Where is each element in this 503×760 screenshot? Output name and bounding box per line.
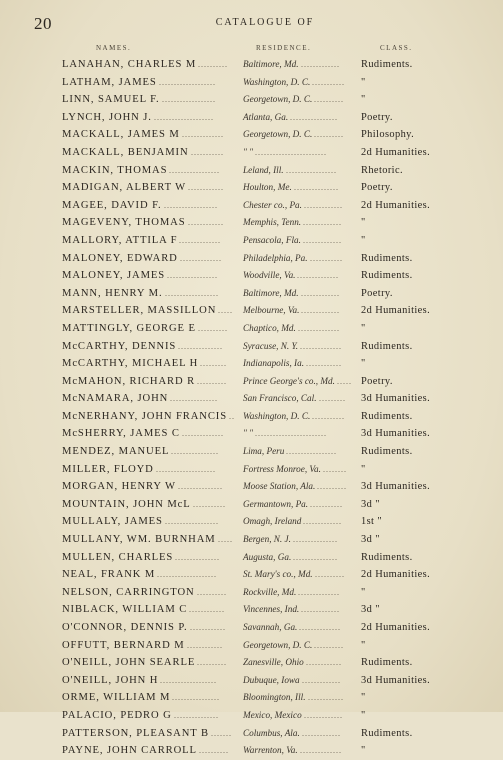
leader-dots: .......... (199, 746, 229, 756)
leader-dots: .................... (154, 112, 214, 122)
student-class: " (361, 745, 366, 757)
list-item (0, 250, 503, 268)
list-item (0, 109, 503, 127)
leader-dots: ........................ (255, 147, 327, 157)
student-name: MANN, HENRY M. (62, 287, 163, 299)
leader-dots: ............ (306, 658, 342, 668)
list-item (0, 267, 503, 285)
student-residence: Philadelphia, Pa. (243, 252, 308, 263)
student-class: " (361, 94, 366, 106)
student-name: MACKIN, THOMAS (62, 164, 168, 176)
student-name: LYNCH, JOHN J. (62, 111, 152, 123)
student-name: MATTINGLY, GEORGE E (62, 322, 196, 334)
leader-dots: ................ (171, 447, 219, 457)
leader-dots: ............... (293, 535, 338, 545)
student-name: OFFUTT, BERNARD M (62, 639, 185, 651)
leader-dots: ........ (323, 464, 347, 474)
student-residence: Woodville, Va. (243, 270, 296, 281)
list-item (0, 443, 503, 461)
list-item (0, 91, 503, 109)
student-residence: Baltimore, Md. (243, 287, 299, 298)
leader-dots: ............. (301, 306, 340, 316)
list-item (0, 320, 503, 338)
student-name: McNERHANY, JOHN FRANCIS (62, 410, 228, 422)
student-class: " (361, 692, 366, 704)
running-title: CATALOGUE OF (215, 17, 315, 28)
student-residence: Augusta, Ga. (243, 551, 292, 562)
leader-dots: ..... (218, 535, 233, 545)
student-name: MALONEY, JAMES (62, 270, 166, 282)
leader-dots: ........... (191, 147, 224, 157)
leader-dots: .................. (162, 95, 216, 105)
list-item (0, 513, 503, 531)
leader-dots: .............. (299, 623, 341, 632)
student-class: Rudiments. (361, 551, 413, 563)
leader-dots: ................ (290, 112, 338, 122)
list-item (0, 56, 503, 74)
student-class: " (361, 234, 366, 246)
student-class: Poetry. (361, 182, 393, 194)
student-name: MAGEVENY, THOMAS (62, 217, 186, 229)
student-residence: Georgetown, D. C. (243, 639, 313, 650)
leader-dots: ................... (159, 77, 216, 87)
student-class: Rudiments. (361, 340, 413, 352)
leader-dots: ................... (160, 675, 217, 685)
leader-dots: ............. (301, 605, 340, 615)
student-name: MILLER, FLOYD (62, 463, 154, 475)
leader-dots: .......... (317, 482, 347, 492)
student-class: 3d Humanities. (361, 428, 431, 440)
leader-dots: ............. (303, 218, 342, 228)
student-name: O'NEILL, JOHN H (62, 674, 159, 686)
leader-dots: .............. (298, 323, 340, 333)
student-name: O'NEILL, JOHN SEARLE (62, 657, 196, 669)
leader-dots: ................ (172, 693, 220, 703)
leader-dots: ............. (303, 517, 342, 527)
student-name: McMAHON, RICHARD R (62, 375, 196, 387)
student-residence: Fortress Monroe, Va. (243, 463, 321, 474)
student-class: Rhetoric. (361, 164, 403, 176)
student-name: NEAL, FRANK M (62, 569, 156, 581)
student-class: Rudiments. (361, 657, 413, 669)
student-residence: Warrenton, Va. (243, 745, 298, 756)
student-class: 1st " (361, 516, 382, 528)
list-item (0, 619, 503, 637)
student-class: " (361, 76, 366, 88)
list-item (0, 425, 503, 443)
leader-dots: .......... (198, 323, 228, 333)
list-item (0, 285, 503, 303)
leader-dots: .......... (314, 640, 344, 650)
student-class: " (361, 358, 366, 370)
student-class: " (361, 217, 366, 229)
leader-dots: ............... (178, 341, 223, 351)
list-item (0, 707, 503, 725)
student-class: 2d Humanities. (361, 305, 431, 317)
student-residence: Rockville, Md. (243, 586, 297, 597)
page-number: 20 (34, 14, 52, 33)
leader-dots: ............ (187, 640, 223, 650)
leader-dots: ............... (178, 482, 223, 492)
leader-dots: .................. (164, 200, 218, 210)
student-residence: Atlanta, Ga. (243, 111, 289, 122)
leader-dots: .............. (300, 341, 342, 351)
student-residence: Pensacola, Fla. (243, 234, 301, 245)
student-name: McNAMARA, JOHN (62, 393, 169, 405)
list-item (0, 654, 503, 672)
leader-dots: .............. (182, 429, 224, 439)
student-class: 3d Humanities. (361, 674, 431, 686)
student-name: MAGEE, DAVID F. (62, 199, 162, 211)
student-class: Philosophy. (361, 129, 415, 141)
column-header-class: CLASS. (380, 44, 413, 52)
list-item (0, 496, 503, 514)
student-name: MADIGAN, ALBERT W (62, 182, 187, 194)
leader-dots: .............. (180, 253, 222, 263)
student-residence: Moose Station, Ala. (243, 481, 316, 492)
list-item (0, 373, 503, 391)
student-residence: Georgetown, D. C. (243, 94, 313, 105)
leader-dots: .................... (156, 464, 216, 474)
student-name: MACKALL, BENJAMIN (62, 146, 189, 158)
list-item (0, 601, 503, 619)
leader-dots: .............. (297, 271, 339, 281)
student-class: 3d Humanities. (361, 393, 431, 405)
leader-dots: ................. (167, 271, 218, 281)
leader-dots: ........... (312, 411, 345, 421)
student-residence: Prince George's co., Md. (243, 375, 335, 386)
list-item (0, 461, 503, 479)
leader-dots: ............. (302, 675, 341, 685)
student-residence: Chester co., Pa. (243, 199, 302, 210)
leader-dots: ............ (190, 623, 226, 632)
leader-dots: ............ (188, 218, 224, 228)
student-residence: " " (243, 428, 254, 439)
student-name: O'CONNOR, DENNIS P. (62, 622, 188, 633)
student-name: MULLALY, JAMES (62, 516, 163, 528)
student-residence: Melbourne, Va. (243, 305, 300, 316)
student-residence: Columbus, Ala. (243, 727, 300, 738)
list-item (0, 74, 503, 92)
list-item (0, 338, 503, 356)
leader-dots: ............ (188, 183, 224, 193)
leader-dots: .................. (165, 517, 219, 527)
student-residence: Germantown, Pa. (243, 498, 309, 509)
student-class: 2d Humanities. (361, 199, 431, 211)
student-residence: Mexico, Mexico (243, 709, 302, 720)
leader-dots: ............... (174, 710, 219, 720)
student-name: PATTERSON, PLEASANT B (62, 727, 209, 739)
student-class: 2d Humanities. (361, 622, 431, 633)
leader-dots: ............ (189, 605, 225, 615)
leader-dots: ............. (301, 288, 340, 298)
student-residence: San Francisco, Cal. (243, 393, 317, 404)
leader-dots: ....... (211, 728, 232, 738)
student-class: 3d " (361, 498, 380, 510)
leader-dots: ......... (319, 394, 346, 404)
leader-dots: .......... (198, 60, 228, 69)
list-item (0, 637, 503, 655)
column-header-residence: RESIDENCE. (256, 44, 312, 52)
student-name: MULLEN, CHARLES (62, 551, 174, 563)
student-class: Rudiments. (361, 252, 413, 264)
list-item (0, 179, 503, 197)
leader-dots: .......... (314, 130, 344, 140)
leader-dots: ............. (304, 710, 343, 720)
leader-dots: .............. (182, 130, 224, 140)
leader-dots: ..... (337, 376, 352, 386)
list-item (0, 197, 503, 215)
student-class: Rudiments. (361, 410, 413, 422)
student-name: MARSTELLER, MASSILLON (62, 305, 217, 317)
leader-dots: ............. (301, 60, 340, 69)
student-name: PALACIO, PEDRO G (62, 709, 172, 721)
student-residence: Dubuque, Iowa (243, 674, 300, 685)
list-item (0, 531, 503, 549)
student-name: MALONEY, EDWARD (62, 252, 178, 264)
leader-dots: ............. (303, 235, 342, 245)
student-residence: Bloomington, Ill. (243, 692, 306, 703)
list-item (0, 162, 503, 180)
student-name: LATHAM, JAMES (62, 76, 157, 88)
leader-dots: ........... (310, 253, 343, 263)
leader-dots: .. (229, 411, 235, 421)
list-item (0, 725, 503, 743)
student-residence: " " (243, 146, 254, 157)
list-item (0, 566, 503, 584)
student-class: " (361, 639, 366, 651)
student-class: Poetry. (361, 287, 393, 299)
leader-dots: ............... (175, 552, 220, 562)
student-class: 3d " (361, 534, 380, 546)
leader-dots: ................ (170, 394, 218, 404)
leader-dots: .............. (298, 587, 340, 597)
leader-dots: .............. (300, 746, 342, 756)
student-class: Poetry. (361, 111, 393, 123)
leader-dots: ......... (200, 359, 227, 369)
list-item (0, 689, 503, 707)
list-item (0, 302, 503, 320)
student-list (0, 56, 503, 760)
student-residence: Houlton, Me. (243, 182, 292, 193)
student-class: Rudiments. (361, 727, 413, 739)
student-residence: St. Mary's co., Md. (243, 569, 313, 580)
leader-dots: ............ (308, 693, 344, 703)
leader-dots: .......... (314, 95, 344, 105)
leader-dots: ............... (294, 183, 339, 193)
student-residence: Zanesville, Ohio (243, 657, 304, 668)
student-name: LANAHAN, CHARLES M (62, 59, 197, 70)
leader-dots: .......... (197, 658, 227, 668)
student-name: McCARTHY, MICHAEL H (62, 358, 199, 370)
student-name: ORME, WILLIAM M (62, 692, 171, 704)
student-residence: Baltimore, Md. (243, 59, 299, 69)
student-name: McSHERRY, JAMES C (62, 428, 180, 440)
leader-dots: ........... (310, 499, 343, 509)
list-item (0, 742, 503, 760)
student-class: Rudiments. (361, 59, 413, 70)
student-residence: Syracuse, N. Y. (243, 340, 299, 351)
student-class: " (361, 322, 366, 334)
student-class: " (361, 709, 366, 721)
student-residence: Indianapolis, Ia. (243, 358, 304, 369)
student-class: 2d Humanities. (361, 146, 431, 158)
leader-dots: ............ (306, 359, 342, 369)
student-class: Rudiments. (361, 270, 413, 282)
leader-dots: ........... (312, 77, 345, 87)
student-name: MULLANY, WM. BURNHAM (62, 534, 216, 546)
student-name: MOUNTAIN, JOHN McL (62, 498, 191, 510)
leader-dots: ............. (304, 200, 343, 210)
leader-dots: ................. (286, 447, 337, 457)
student-name: PAYNE, JOHN CARROLL (62, 745, 197, 757)
student-residence: Leland, Ill. (243, 164, 284, 175)
student-name: McCARTHY, DENNIS (62, 340, 177, 352)
leader-dots: ................. (286, 165, 337, 175)
student-residence: Omagh, Ireland (243, 516, 302, 527)
student-residence: Washington, D. C. (243, 410, 311, 421)
student-residence: Chaptico, Md. (243, 322, 296, 333)
leader-dots: ............... (293, 552, 338, 562)
student-class: Rudiments. (361, 446, 413, 458)
student-residence: Bergen, N. J. (243, 534, 291, 545)
student-class: 3d " (361, 604, 380, 616)
leader-dots: ............. (302, 728, 341, 738)
list-item (0, 478, 503, 496)
list-item (0, 408, 503, 426)
student-name: MACKALL, JAMES M (62, 129, 180, 141)
student-name: NELSON, CARRINGTON (62, 586, 195, 598)
list-item (0, 549, 503, 567)
list-item (0, 355, 503, 373)
student-class: 3d Humanities. (361, 481, 431, 493)
student-name: LINN, SAMUEL F. (62, 94, 160, 106)
student-class: 2d Humanities. (361, 569, 431, 581)
student-residence: Savannah, Ga. (243, 622, 298, 632)
leader-dots: .............. (179, 235, 221, 245)
column-header-names: NAMES. (96, 44, 132, 52)
student-name: MALLORY, ATTILA F (62, 234, 178, 246)
list-item (0, 126, 503, 144)
list-item (0, 214, 503, 232)
student-residence: Washington, D. C. (243, 76, 311, 87)
leader-dots: ........... (193, 499, 226, 509)
student-residence: Lima, Peru (243, 446, 285, 457)
list-item (0, 390, 503, 408)
student-residence: Georgetown, D. C. (243, 129, 313, 140)
leader-dots: ........................ (255, 429, 327, 439)
leader-dots: .......... (197, 587, 227, 597)
list-item (0, 584, 503, 602)
student-name: NIBLACK, WILLIAM C (62, 604, 188, 616)
student-name: MORGAN, HENRY W (62, 481, 176, 493)
student-class: " (361, 586, 366, 598)
leader-dots: .................... (157, 570, 217, 580)
student-residence: Vincennes, Ind. (243, 604, 300, 615)
student-name: MENDEZ, MANUEL (62, 446, 170, 458)
leader-dots: .......... (315, 570, 345, 580)
leader-dots: .......... (197, 376, 227, 386)
leader-dots: .................. (165, 288, 219, 298)
leader-dots: ................. (169, 165, 220, 175)
student-class: Poetry. (361, 375, 393, 387)
list-item (0, 144, 503, 162)
student-residence: Memphis, Tenn. (243, 217, 302, 228)
leader-dots: ..... (218, 306, 233, 316)
list-item (0, 232, 503, 250)
list-item (0, 672, 503, 690)
student-class: " (361, 463, 366, 475)
